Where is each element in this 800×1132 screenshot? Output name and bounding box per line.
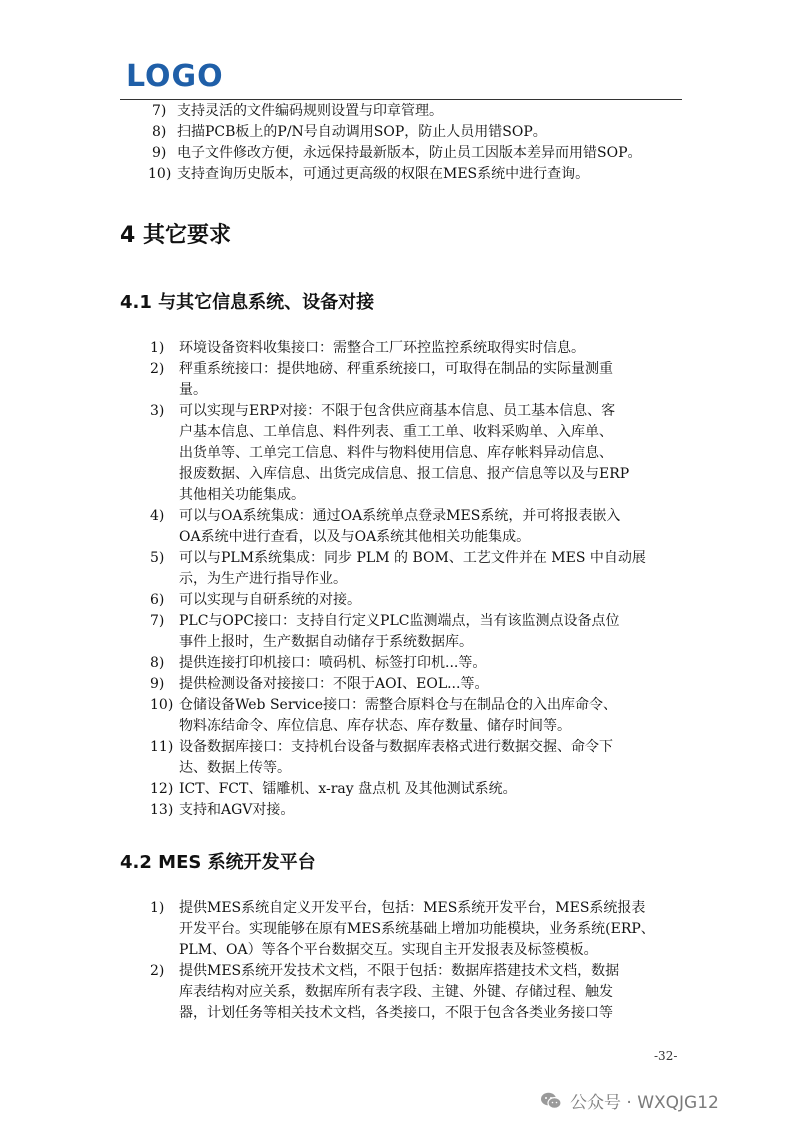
watermark [540,1088,719,1113]
list-item [0,611,800,653]
list-item [0,101,800,122]
list-item-number: 2) [150,361,165,377]
carryover-list [0,101,800,185]
section-4-heading: 4 其它要求 [120,223,231,248]
list-item [0,961,800,1024]
list-item-number: 13) [150,802,174,818]
wechat-icon [540,1091,562,1111]
list-item-text: PLC与OPC接口：支持自行定义PLC监测端点，当有该监测点设备点位 事件上报时，生产数据自动储存于系统数据库。 [179,613,620,650]
list-item-text: 提供MES系统自定义开发平台，包括：MES系统开发平台，MES系统报表 开发平台。实现能够在原有MES系统基础上增加功能模块，业务系统(ERP、 PLM、OA）等各个平台数据交互。实现自主开发报表及标签模板。 [179,900,655,958]
list-item-number: 6) [150,592,165,608]
list-item-number: 11) [150,739,174,755]
list-item [0,164,800,185]
list-item-text: 可以与PLM系统集成：同步 PLM 的 BOM、工艺文件并在 MES 中自动展 示，为生产进行指导作业。 [179,550,646,587]
section-4-1-list [0,338,800,821]
list-item [0,737,800,779]
list-item-number: 4) [150,508,165,524]
list-item-text: 仓储设备Web Service接口：需整合原料仓与在制品仓的入出库命令、 物料冻结命令、库位信息、库存状态、库存数量、储存时间等。 [179,697,618,734]
list-item-text: ICT、FCT、镭雕机、x-ray 盘点机 及其他测试系统。 [179,781,517,797]
page-number: -32- [654,1049,678,1063]
watermark-text: 公众号 · WXQJG12 [570,1093,719,1113]
list-item [0,800,800,821]
list-item [0,695,800,737]
list-item [0,359,800,401]
list-item-number: 1) [150,340,165,356]
list-item-text: 可以实现与ERP对接：不限于包含供应商基本信息、员工基本信息、客 户基本信息、工单信息、料件列表、重工工单、收料采购单、入库单、 出货单等、工单完工信息、料件与物料使用信息、库存帐料异动信息、 报废数据、入库信息、出货完成信息、报工信息、报产信息等以及与ERP 其他相关功能集成。 [179,403,630,503]
list-item-number: 5) [150,550,165,566]
header-divider [120,99,682,100]
list-item-text: 可以与OA系统集成：通过OA系统单点登录MES系统，并可将报表嵌入 OA系统中进行查看，以及与OA系统其他相关功能集成。 [179,508,621,545]
list-item [0,548,800,590]
list-item [0,143,800,164]
list-item-number: 10) [150,697,174,713]
logo: LOGO [126,59,224,94]
list-item-text: 提供检测设备对接接口：不限于AOI、EOL...等。 [179,676,489,692]
list-item [0,338,800,359]
list-item-text: 秤重系统接口：提供地磅、秤重系统接口，可取得在制品的实际量测重 量。 [179,361,613,398]
list-item-number: 8) [152,124,167,140]
list-item-text: 电子文件修改方便，永远保持最新版本，防止员工因版本差异而用错SOP。 [177,145,642,161]
list-item [0,653,800,674]
list-item [0,779,800,800]
list-item-number: 12) [150,781,174,797]
list-item-text: 提供MES系统开发技术文档，不限于包括：数据库搭建技术文档，数据 库表结构对应关系，数据库所有表字段、主键、外键、存储过程、触发 器，计划任务等相关技术文档，各类接口，不限于包含各类业务接口等 [179,963,620,1021]
section-4-1-heading: 4.1 与其它信息系统、设备对接 [120,292,375,313]
list-item-number: 9) [150,676,165,692]
list-item-number: 7) [150,613,165,629]
list-item-text: 可以实现与自研系统的对接。 [179,592,361,608]
section-4-2-heading: 4.2 MES 系统开发平台 [120,852,316,873]
list-item-number: 9) [152,145,167,161]
list-item [0,401,800,506]
list-item [0,122,800,143]
list-item-number: 8) [150,655,165,671]
list-item [0,506,800,548]
list-item-number: 1) [150,900,165,916]
list-item-text: 扫描PCB板上的P/N号自动调用SOP，防止人员用错SOP。 [177,124,547,140]
list-item-text: 设备数据库接口：支持机台设备与数据库表格式进行数据交握、命令下 达、数据上传等。 [179,739,613,776]
section-4-2-list [0,898,800,1024]
list-item [0,898,800,961]
list-item-text: 环境设备资料收集接口：需整合工厂环控监控系统取得实时信息。 [179,340,585,356]
list-item-text: 支持和AGV对接。 [179,802,295,818]
list-item-number: 10) [148,166,172,182]
list-item-number: 7) [152,103,167,119]
list-item-text: 支持查询历史版本，可通过更高级的权限在MES系统中进行查询。 [177,166,590,182]
list-item-text: 提供连接打印机接口：喷码机、标签打印机...等。 [179,655,487,671]
list-item [0,674,800,695]
list-item-number: 2) [150,963,165,979]
list-item-number: 3) [150,403,165,419]
list-item-text: 支持灵活的文件编码规则设置与印章管理。 [177,103,443,119]
list-item [0,590,800,611]
